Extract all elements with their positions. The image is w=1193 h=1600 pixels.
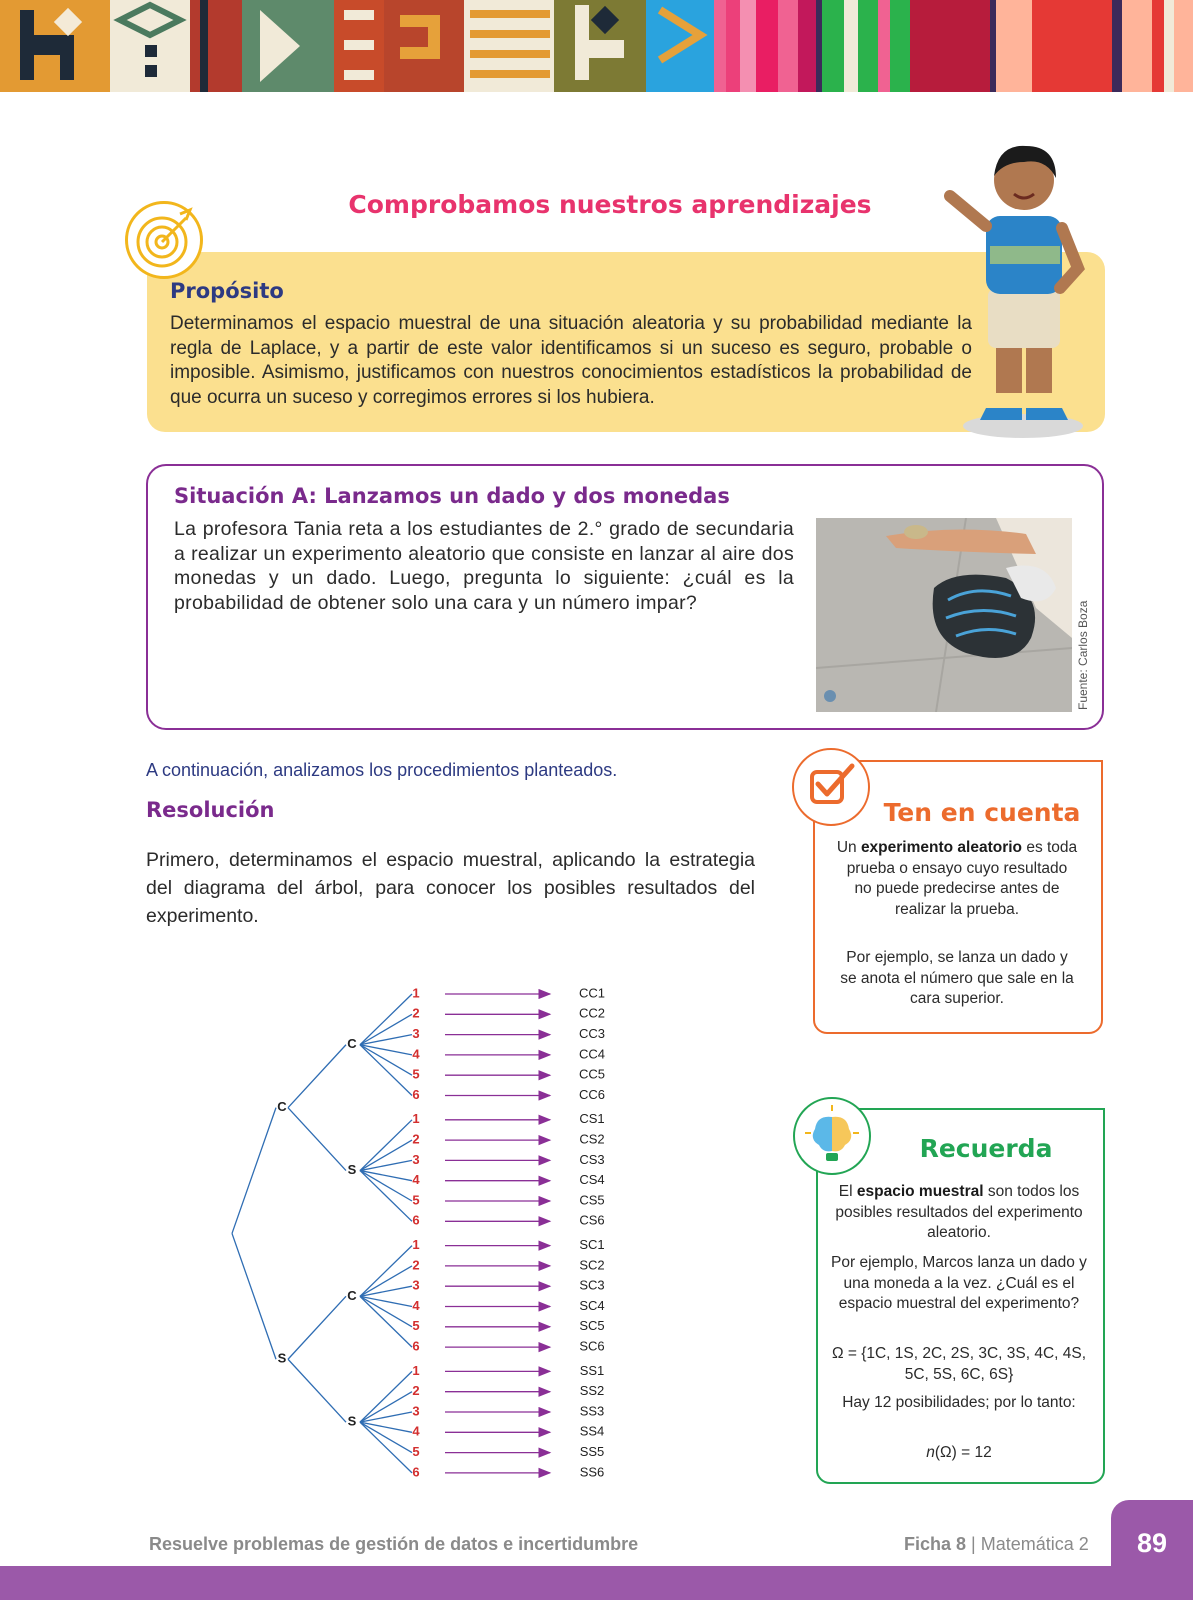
footer-ficha: Ficha 8 | Matemática 2: [904, 1534, 1089, 1554]
tree-coin2-label: S: [347, 1413, 357, 1429]
tree-branch: [232, 1233, 276, 1359]
tree-branch: [232, 1108, 276, 1234]
tree-dice-label: 5: [412, 1066, 420, 1082]
tree-dice-label: 5: [412, 1192, 420, 1208]
note-example: Por ejemplo, se lanza un dado y se anota el número que sale en la cara superior.: [840, 949, 1074, 1007]
tree-dice-label: 2: [412, 1005, 420, 1021]
page-number: 89: [1136, 1528, 1168, 1558]
sample-space-set: Ω = {1C, 1S, 2C, 2S, 3C, 3S, 4C, 4S, 5C, 5S, 6C, 6S}: [831, 1345, 1087, 1383]
footer-bar: [0, 1566, 1193, 1600]
tree-dice-label: 3: [412, 1151, 420, 1167]
tree-outcome: SC4: [579, 1297, 605, 1313]
remember-example: Por ejemplo, Marcos lanza un dado y una moneda a la vez. ¿Cuál es el espacio muestral del experimento?: [831, 1254, 1087, 1312]
note-definition: Un experimento aleatorio es toda prueba o ensayo cuyo resultado no puede predecirse antes de realizar la prueba.: [836, 839, 1078, 918]
tree-outcome: CC5: [578, 1066, 606, 1082]
tree-dice-label: 6: [412, 1212, 420, 1228]
tree-branch: [288, 1296, 346, 1359]
tree-dice-label: 6: [412, 1338, 420, 1354]
checklist-icon: [792, 748, 870, 826]
remember-definition: El espacio muestral son todos los posibles resultados del experimento aleatorio.: [835, 1183, 1083, 1241]
tree-outcome: SC3: [579, 1277, 605, 1293]
tree-dice-label: 1: [412, 1237, 420, 1253]
tree-dice-label: 2: [412, 1257, 420, 1273]
student-illustration: [938, 138, 1108, 443]
tree-outcome: CC1: [578, 985, 606, 1001]
tree-outcome: CC6: [578, 1086, 606, 1102]
footer-competency: Resuelve problemas de gestión de datos e incertidumbre: [149, 1534, 639, 1554]
tree-dice-label: 6: [412, 1464, 420, 1480]
tree-dice-label: 4: [412, 1423, 420, 1439]
tree-dice-label: 4: [412, 1172, 420, 1188]
tree-dice-label: 1: [412, 985, 420, 1001]
tree-branch: [288, 1045, 346, 1108]
analysis-intro: A continuación, analizamos los procedimientos planteados.: [146, 760, 618, 780]
tree-outcome: SC1: [579, 1237, 605, 1253]
possibilities-count: Hay 12 posibilidades; por lo tanto:: [842, 1394, 1076, 1411]
tree-outcome: SC5: [579, 1318, 605, 1334]
tree-outcome: CS6: [579, 1212, 605, 1228]
tree-coin1-label: S: [277, 1350, 287, 1366]
tree-outcome: SC2: [579, 1257, 605, 1273]
photo-credit: Fuente: Carlos Boza: [1076, 600, 1090, 710]
experiment-photo: [816, 518, 1072, 712]
tree-outcome: CC3: [578, 1026, 606, 1042]
tree-diagram: [220, 980, 640, 1480]
tree-outcome: CS4: [579, 1172, 605, 1188]
tree-branch: [288, 1359, 346, 1422]
tree-outcome: SC6: [579, 1338, 605, 1354]
tree-dice-label: 5: [412, 1444, 420, 1460]
tree-outcome: CS1: [579, 1111, 605, 1127]
tree-branch: [288, 1108, 346, 1171]
tree-outcome: SS3: [579, 1403, 605, 1419]
page-title: Comprobamos nuestros aprendizajes: [348, 190, 872, 219]
brain-lightbulb-icon: [793, 1097, 871, 1175]
tree-dice-label: 5: [412, 1318, 420, 1334]
tree-dice-label: 2: [412, 1383, 420, 1399]
tree-dice-label: 1: [412, 1111, 420, 1127]
remember-heading: Recuerda: [919, 1134, 1053, 1163]
tree-outcome: CS5: [579, 1192, 605, 1208]
tree-outcome: CC2: [578, 1005, 606, 1021]
tree-coin2-label: C: [347, 1036, 357, 1052]
purpose-heading: Propósito: [170, 279, 284, 303]
tree-outcome: CS2: [579, 1131, 605, 1147]
tree-coin2-label: S: [347, 1161, 357, 1177]
tree-outcome: SS4: [579, 1423, 605, 1439]
tree-outcome: SS6: [579, 1464, 605, 1480]
tree-dice-label: 4: [412, 1046, 420, 1062]
tree-outcome: CS3: [579, 1151, 605, 1167]
target-icon: [125, 201, 203, 279]
tree-dice-label: 2: [412, 1131, 420, 1147]
tree-coin1-label: C: [277, 1099, 287, 1115]
tree-dice-label: 6: [412, 1086, 420, 1102]
situation-heading: Situación A: Lanzamos un dado y dos monedas: [174, 484, 730, 508]
situation-text: La profesora Tania reta a los estudiantes de 2.° grado de secundaria a realizar un experimento aleatorio que consiste en lanzar al aire dos monedas y un dado. Luego, pregunta lo siguiente: ¿cuál es la probabilidad de obtener solo una cara y un número impar?: [174, 518, 794, 614]
tree-outcome: SS2: [579, 1383, 605, 1399]
tree-dice-label: 3: [412, 1026, 420, 1042]
tree-dice-label: 1: [412, 1362, 420, 1378]
textile-pattern-image: [0, 0, 1193, 92]
resolution-text: Primero, determinamos el espacio muestral, aplicando la estrategia del diagrama del árbol, para conocer los posibles resultados del experimento.: [146, 849, 755, 927]
tree-dice-label: 4: [412, 1297, 420, 1313]
tree-outcome: CC4: [578, 1046, 606, 1062]
cardinality-formula: n(Ω) = 12: [926, 1444, 992, 1461]
purpose-text: Determinamos el espacio muestral de una situación aleatoria y su probabilidad mediante la regla de Laplace, y a partir de este valor identificamos si un suceso es seguro, probable o imposible. Asimismo, justificamos con nuestros conocimientos estadísticos la probabilidad de que ocurra un suceso y corregimos errores si los hubiera.: [170, 313, 972, 408]
tree-dice-label: 3: [412, 1403, 420, 1419]
resolution-heading: Resolución: [146, 798, 275, 822]
decorative-banner: [0, 0, 1193, 92]
tree-outcome: SS1: [579, 1362, 605, 1378]
tree-dice-label: 3: [412, 1277, 420, 1293]
note-heading: Ten en cuenta: [883, 798, 1081, 827]
tree-outcome: SS5: [579, 1444, 605, 1460]
tree-coin2-label: C: [347, 1287, 357, 1303]
